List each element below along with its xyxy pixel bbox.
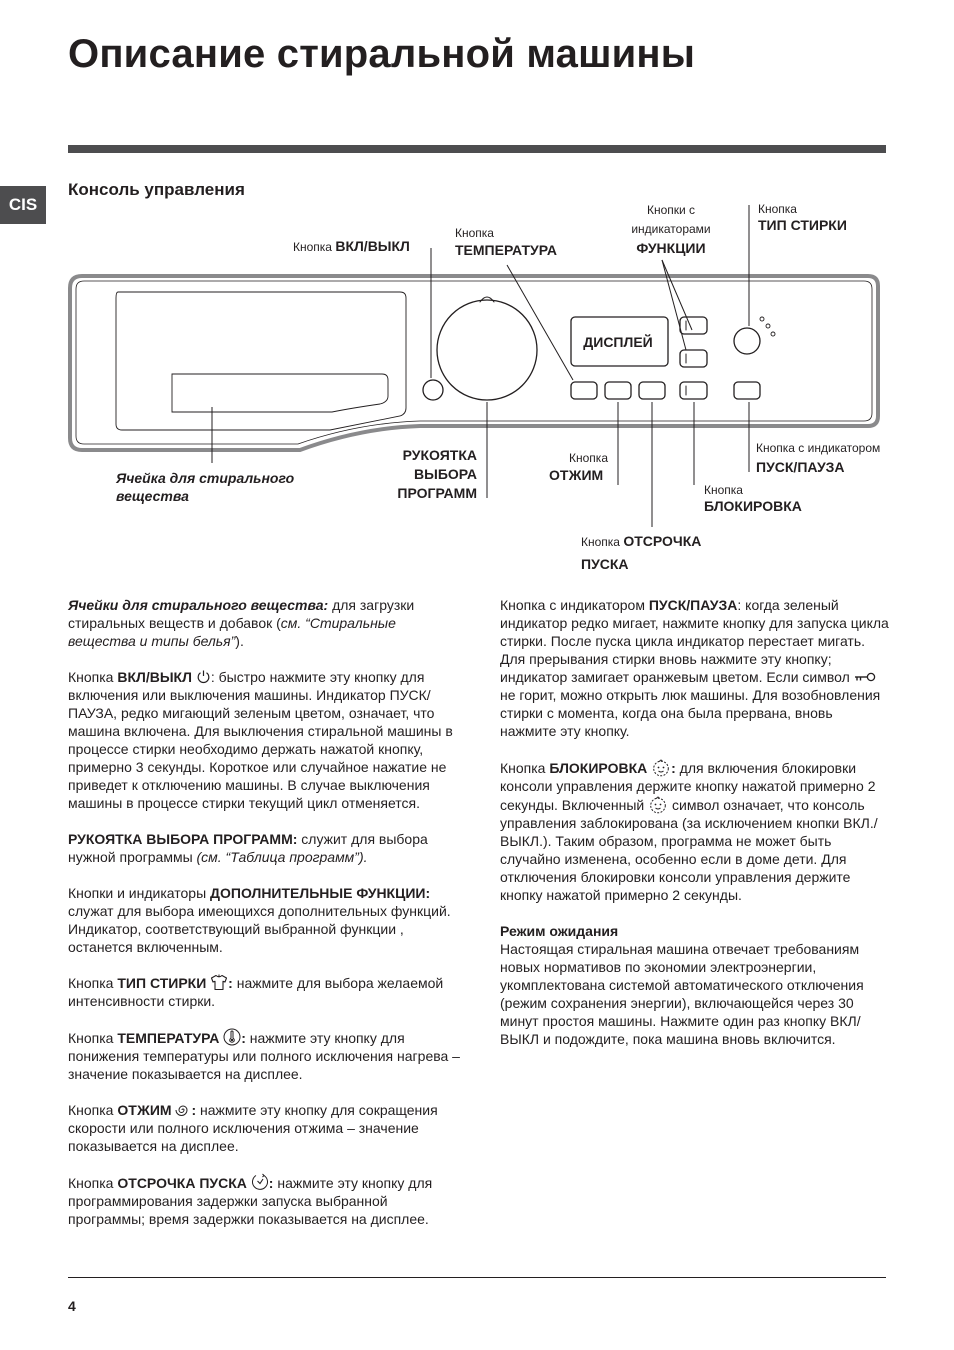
functions-callout-name: ФУНКЦИИ [636, 240, 706, 256]
wash-type-led-1 [760, 317, 764, 321]
wash-type-description-name: ТИП СТИРКИ [117, 975, 207, 991]
temperature-description-name: ТЕМПЕРАТУРА [117, 1030, 220, 1046]
delay-description-name: ОТСРОЧКА ПУСКА [117, 1175, 247, 1191]
shirt-icon [210, 974, 228, 991]
right-column [500, 596, 892, 1066]
left-column [68, 596, 460, 1246]
function-button-shape-2 [680, 350, 707, 367]
page-number: 4 [68, 1298, 76, 1314]
start-pause-callout-name: ПУСК/ПАУЗА [756, 459, 845, 475]
knob-callout-line3: ПРОГРАММ [397, 485, 477, 501]
spin-callout-name: ОТЖИМ [549, 467, 604, 483]
knob-description-text: служит для выбора нужной программы [68, 831, 428, 865]
drawer-area-outline [116, 292, 406, 430]
on-off-callout-prefix: Кнопка [293, 240, 332, 254]
on-off-description-name: ВКЛ/ВЫКЛ [117, 669, 192, 685]
key-icon [854, 672, 876, 682]
lock-description-colon: : [671, 760, 676, 776]
start-pause-callout-prefix: Кнопка с индикатором [756, 441, 881, 455]
options-description [68, 884, 460, 956]
delay-callout [581, 530, 701, 575]
display-label: ДИСПЛЕЙ [583, 334, 653, 350]
standby-description: Настоящая стиральная машина отвечает требованиям новых нормативов по экономии электроэнергии, укомплектована системой автоматического отключения (режим сохранения энергии), включающейся через 30 минут простоя машины. Нажмите один раз кнопку ВКЛ/ВЫКЛ и подождите, пока машина вновь включится. [500, 941, 864, 1047]
wash-type-callout-prefix: Кнопка [758, 202, 797, 216]
drawer-description-head: Ячейки для стирального вещества: [68, 597, 329, 613]
spin-icon [175, 1102, 191, 1118]
lock-callout-prefix: Кнопка [704, 483, 743, 497]
power-icon [196, 669, 211, 684]
lock-button-shape [680, 382, 707, 399]
drawer-callout [116, 469, 294, 505]
knob-callout [380, 446, 477, 503]
wash-type-description-pre: Кнопка [68, 975, 118, 991]
lock-callout [704, 483, 802, 514]
functions-callout [612, 201, 730, 258]
wash-type-callout-name: ТИП СТИРКИ [758, 217, 847, 233]
spin-callout-prefix: Кнопка [569, 451, 608, 465]
lock-description-pre: Кнопка [500, 760, 550, 776]
delay-callout-name2: ПУСКА [581, 556, 629, 572]
wash-type-callout [758, 202, 847, 233]
temperature-button-shape [571, 382, 597, 399]
spin-description [68, 1101, 460, 1155]
functions-callout-line1: Кнопки с [646, 203, 696, 217]
drawer-callout-line1: Ячейка для стирального [116, 470, 295, 486]
temperature-callout [455, 226, 557, 260]
start-pause-description-text1: : когда зеленый индикатор редко мигает, нажмите кнопку для запуска цикла стирки. После пуска цикла индикатор перестает мигать. Для прерывания стирки вновь нажмите эту кнопку; индикатор замигает оранжевым цветом. Если символ [500, 597, 889, 685]
wash-type-led-3 [771, 332, 775, 336]
options-description-text: служат для выбора имеющихся дополнительных функций. Индикатор, соответствующий выбранной функции , останется включенным. [68, 903, 451, 955]
knob-description-name: РУКОЯТКА ВЫБОРА ПРОГРАММ: [68, 831, 298, 847]
section-title: Консоль управления [68, 180, 245, 199]
thermometer-icon [223, 1028, 241, 1046]
knob-callout-line1: РУКОЯТКА [402, 447, 477, 463]
on-off-button-shape [423, 380, 443, 400]
clock-icon [251, 1173, 269, 1191]
wash-type-description-colon: : [228, 975, 233, 991]
wash-type-button-shape [734, 328, 760, 354]
lock-description [500, 758, 892, 904]
spin-callout [549, 451, 608, 485]
spin-description-name: ОТЖИМ [117, 1102, 172, 1118]
drawer-description [68, 596, 460, 650]
knob-callout-line2: ВЫБОРА [414, 466, 477, 482]
drawer-description-text: для загрузки стиральных веществ и добавок ( [68, 597, 415, 631]
standby-heading: Режим ожидания [500, 923, 619, 939]
on-off-callout [293, 239, 410, 255]
spin-description-text: нажмите эту кнопку для сокращения скорости или полного исключения отжима – значение показывается на дисплее. [68, 1102, 438, 1154]
child-lock-icon [651, 758, 671, 777]
drawer-handle [172, 374, 388, 412]
delay-description-colon: : [268, 1175, 274, 1191]
footer-divider [68, 1277, 886, 1278]
delay-callout-name1: ОТСРОЧКА [623, 533, 702, 549]
knob-description [68, 830, 460, 866]
delay-description-pre: Кнопка [68, 1175, 118, 1191]
delay-callout-prefix: Кнопка [581, 535, 620, 549]
on-off-description-pre: Кнопка [68, 669, 118, 685]
program-knob-shape [437, 300, 537, 400]
child-lock-icon [648, 795, 668, 814]
lock-description-text1: для включения блокировки консоли управления держите кнопку нажатой примерно 2 секунды. Включенный [500, 760, 876, 813]
on-off-callout-name: ВКЛ/ВЫКЛ [335, 238, 410, 254]
wash-type-led-2 [766, 324, 770, 328]
language-tab: CIS [0, 186, 46, 224]
page-title: Описание стиральной машины [68, 32, 696, 76]
temperature-description [68, 1028, 460, 1083]
spin-button-shape [605, 382, 631, 399]
functions-callout-line2: индикаторами [631, 222, 711, 236]
start-pause-button-shape [734, 382, 760, 399]
wash-type-description [68, 974, 460, 1010]
options-description-pre: Кнопки и индикаторы [68, 885, 211, 901]
spin-description-pre: Кнопка [68, 1102, 118, 1118]
lock-description-name: БЛОКИРОВКА [549, 760, 648, 776]
temperature-description-colon: : [241, 1030, 246, 1046]
drawer-description-end: ). [235, 633, 244, 649]
on-off-description-text: : быстро нажмите эту кнопку для включения или выключения машины. Индикатор ПУСК/ПАУЗА, редко мигающий зеленым цветом, означает, что машина включена. Для выключения стиральной машины в процессе стирки необходимо держать нажатой кнопку, примерно 3 секунды. Короткое или случайное нажатие не приведет к отключению машины. В случае выключения машины в процессе стирки текущий цикл отменяется. [68, 669, 453, 811]
start-pause-description [500, 596, 892, 740]
function-button-shape-1 [680, 317, 707, 334]
drawer-callout-line2: вещества [116, 488, 189, 504]
delay-description-text: нажмите эту кнопку для программирования задержки запуска выбранной программы; время задержки показывается на дисплее. [68, 1175, 433, 1227]
lock-callout-name: БЛОКИРОВКА [704, 498, 802, 514]
start-pause-description-pre: Кнопка с индикатором [500, 597, 649, 613]
start-pause-description-text2: не горит, можно открыть люк машины. Для возобновления стирки с момента, когда она была прервана, вновь нажмите эту кнопку. [500, 687, 881, 739]
temperature-description-pre: Кнопка [68, 1030, 118, 1046]
options-description-name: ДОПОЛНИТЕЛЬНЫЕ ФУНКЦИИ: [210, 885, 431, 901]
temperature-callout-prefix: Кнопка [455, 226, 494, 240]
on-off-description [68, 668, 460, 812]
panel-inner-outline [76, 281, 872, 444]
temperature-callout-name: ТЕМПЕРАТУРА [455, 242, 557, 258]
delay-description [68, 1173, 460, 1228]
temperature-description-text: нажмите эту кнопку для понижения температуры или полного исключения нагрева – значение показывается на дисплее. [68, 1030, 460, 1082]
lock-description-text2: символ означает, что консоль управления заблокирована (за исключением кнопки ВКЛ./ВЫКЛ.). Таким образом, программа не может быть случайно изменена, особенно если в доме дети. Для отключения блокировки консоли управления держите кнопку нажатой примерно 2 секунды. [500, 797, 878, 903]
knob-description-ref: (см. “Таблица программ”). [196, 849, 368, 865]
wash-type-description-text: нажмите для выбора желаемой интенсивности стирки. [68, 975, 444, 1009]
spin-description-colon: : [191, 1102, 197, 1118]
drawer-description-ref: см. “Стиральные вещества и типы белья” [68, 615, 396, 649]
start-pause-callout [756, 439, 880, 477]
start-pause-description-name: ПУСК/ПАУЗА [648, 597, 738, 613]
delay-button-shape [639, 382, 665, 399]
